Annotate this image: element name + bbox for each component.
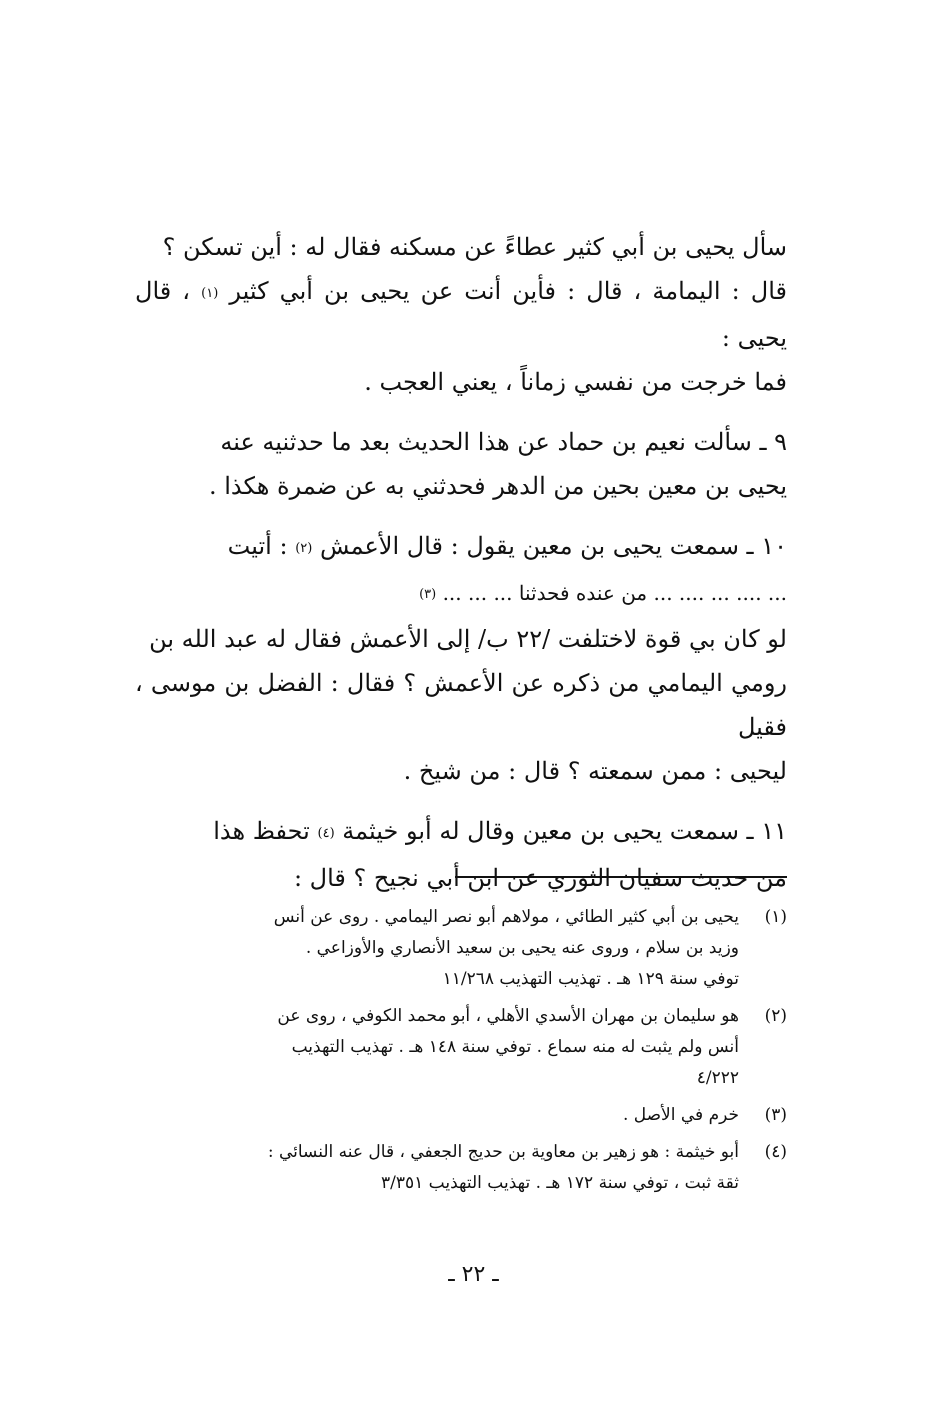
footnotes [135, 902, 787, 1205]
footnote-number: (٢) [764, 1006, 787, 1026]
text-segment: تحفظ هذا [213, 817, 310, 845]
footnote-ref: (٣) [419, 587, 437, 602]
footnote-body [135, 1001, 739, 1094]
footnote-line: توفي سنة ١٢٩ هـ . تهذيب التهذيب ١١/٢٦٨ [442, 969, 739, 989]
text-line [135, 269, 787, 360]
footnote-ref: (٤) [317, 826, 335, 841]
text-segment: ١١ ـ سمعت يحيى بن معين وقال له أبو خيثمة [342, 817, 787, 845]
text-line: ٩ ـ سألت نعيم بن حماد عن هذا الحديث بعد ما حدثنيه عنه [220, 428, 787, 456]
footnote-line: يحيى بن أبي كثير الطائي ، مولاهم أبو نصر اليمامي . روى عن أنس [273, 907, 739, 927]
text-line: من حديث سفيان الثوري عن ابن أبي نجيح ؟ قال : [293, 864, 787, 892]
footnote-line: أبو خيثمة : هو زهير بن معاوية بن حديج الجعفي ، قال عنه النسائي : [267, 1142, 739, 1162]
text-line [135, 524, 787, 571]
footnote-body [135, 902, 739, 995]
text-line: لو كان بي قوة لاختلفت /٢٢ ب/ إلى الأعمش فقال له عبد الله بن [149, 625, 787, 653]
page-number: ـ ٢٢ ـ [448, 1262, 499, 1287]
footnote-number: (٤) [764, 1142, 787, 1162]
footnote-line: أنس ولم يثبت له منه سماع . توفي سنة ١٤٨ هـ . تهذيب التهذيب [291, 1037, 739, 1057]
footnote-number: (٣) [764, 1105, 787, 1125]
footnote-line: هو سليمان بن مهران الأسدي الأهلي ، أبو محمد الكوفي ، روى عن [277, 1006, 739, 1026]
footnote-line: ثقة ثبت ، توفي سنة ١٧٢ هـ . تهذيب التهذيب ٣/٣٥١ [381, 1173, 739, 1193]
text-segment: ، قال يحيى : [135, 277, 787, 352]
footnote-4 [135, 1137, 787, 1199]
main-text [135, 225, 787, 916]
text-segment: : أتيت [227, 532, 288, 560]
paragraph-9 [135, 420, 787, 508]
text-segment: قال : اليمامة ، قال : فأين أنت عن يحيى بن أبي كثير [229, 277, 787, 305]
footnote-line: وزيد بن سلام ، وروى عنه يحيى بن سعيد الأنصاري والأوزاعي . [305, 938, 739, 958]
footnote-line: ٤/٢٢٢ [696, 1068, 739, 1088]
footnote-line: خرم في الأصل . [622, 1105, 739, 1125]
footnote-3 [135, 1100, 787, 1131]
text-line: رومي اليمامي من ذكره عن الأعمش ؟ فقال : الفضل بن موسى ، فقيل [135, 669, 787, 741]
footnote-number: (١) [764, 907, 787, 927]
footnote-body [135, 1100, 739, 1131]
text-segment: ١٠ ـ سمعت يحيى بن معين يقول : قال الأعمش [319, 532, 787, 560]
footnote-body [135, 1137, 739, 1199]
footnote-1 [135, 902, 787, 995]
text-line: فما خرجت من نفسي زماناً ، يعني العجب . [364, 368, 787, 396]
paragraph-10 [135, 524, 787, 793]
paragraph-11 [135, 809, 787, 900]
text-line [135, 809, 787, 856]
footnote-separator [455, 876, 787, 878]
footnote-ref: (١) [201, 286, 219, 301]
text-segment: ... .... ... .... ... من عنده فحدثنا ... ... ... [442, 581, 787, 605]
paragraph-8 [135, 225, 787, 404]
text-line: ليحيى : ممن سمعته ؟ قال : من شيخ . [403, 757, 787, 785]
text-line: سأل يحيى بن أبي كثير عطاءً عن مسكنه فقال له : أين تسكن ؟ [162, 233, 787, 261]
lacuna-line [135, 571, 787, 617]
footnote-ref: (٢) [295, 541, 313, 556]
text-line: يحيى بن معين بحين من الدهر فحدثني به عن ضمرة هكذا . [208, 472, 787, 500]
footnote-2 [135, 1001, 787, 1094]
